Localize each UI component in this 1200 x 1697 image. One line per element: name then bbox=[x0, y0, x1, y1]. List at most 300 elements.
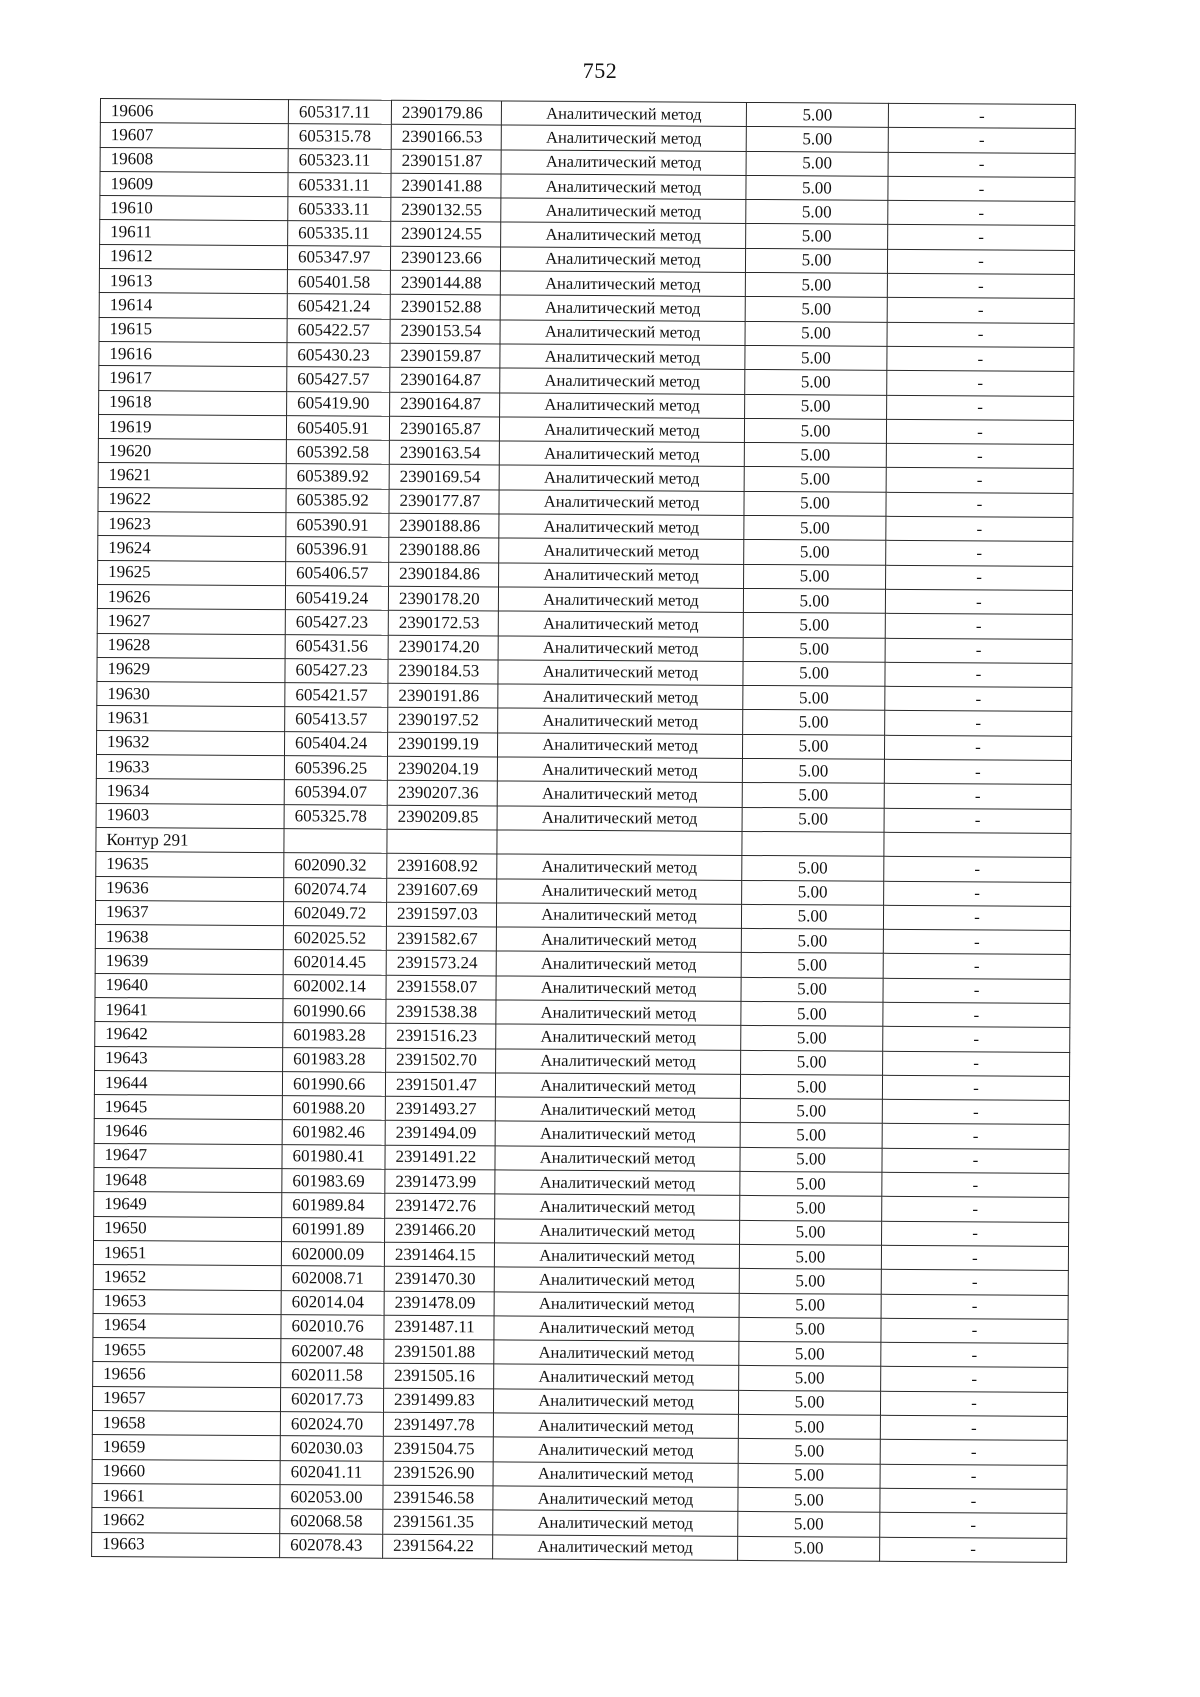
note-cell: - bbox=[883, 954, 1070, 979]
method-cell: Аналитический метод bbox=[494, 1267, 739, 1293]
x-coordinate-cell: 602090.32 bbox=[284, 853, 387, 878]
y-coordinate-cell: 2391466.20 bbox=[385, 1218, 495, 1243]
point-id-cell: 19651 bbox=[93, 1240, 281, 1265]
y-coordinate-cell: 2390172.53 bbox=[388, 611, 498, 636]
x-coordinate-cell: 605427.57 bbox=[287, 367, 390, 392]
method-cell: Аналитический метод bbox=[498, 660, 743, 686]
x-coordinate-cell: 605347.97 bbox=[287, 245, 390, 270]
error-cell: 5.00 bbox=[739, 1342, 881, 1367]
method-cell: Аналитический метод bbox=[497, 781, 742, 807]
error-cell: 5.00 bbox=[742, 856, 884, 881]
note-cell: - bbox=[882, 1221, 1069, 1246]
y-coordinate-cell: 2390151.87 bbox=[391, 149, 501, 174]
x-coordinate-cell: 605331.11 bbox=[288, 173, 391, 198]
point-id-cell: 19648 bbox=[94, 1168, 282, 1193]
method-cell: Аналитический метод bbox=[496, 903, 741, 929]
note-cell: - bbox=[882, 1075, 1069, 1100]
y-coordinate-cell: 2390124.55 bbox=[391, 222, 501, 247]
method-cell: Аналитический метод bbox=[500, 271, 745, 297]
error-cell: 5.00 bbox=[743, 686, 885, 711]
x-coordinate-cell: 602068.58 bbox=[280, 1509, 383, 1534]
method-cell: Аналитический метод bbox=[496, 1049, 741, 1075]
y-coordinate-cell: 2391494.09 bbox=[385, 1121, 495, 1146]
error-cell: 5.00 bbox=[743, 661, 885, 686]
point-id-cell: 19637 bbox=[95, 900, 283, 925]
method-cell: Аналитический метод bbox=[493, 1462, 738, 1488]
point-id-cell: 19656 bbox=[93, 1362, 281, 1387]
y-coordinate-cell: 2390166.53 bbox=[391, 125, 501, 150]
error-cell: 5.00 bbox=[741, 904, 883, 929]
empty-cell bbox=[884, 832, 1071, 857]
table-row bbox=[92, 1532, 1067, 1562]
note-cell: - bbox=[882, 1099, 1069, 1124]
point-id-cell: 19612 bbox=[99, 244, 287, 269]
method-cell: Аналитический метод bbox=[494, 1291, 739, 1317]
error-cell: 5.00 bbox=[743, 613, 885, 638]
x-coordinate-cell: 605421.57 bbox=[285, 683, 388, 708]
note-cell: - bbox=[880, 1415, 1067, 1440]
point-id-cell: 19649 bbox=[94, 1192, 282, 1217]
y-coordinate-cell: 2391505.16 bbox=[384, 1364, 494, 1389]
point-id-cell: 19652 bbox=[93, 1265, 281, 1290]
point-id-cell: 19607 bbox=[100, 123, 288, 148]
y-coordinate-cell: 2391597.03 bbox=[386, 902, 496, 927]
method-cell: Аналитический метод bbox=[499, 514, 744, 540]
error-cell: 5.00 bbox=[745, 248, 887, 273]
y-coordinate-cell: 2391493.27 bbox=[385, 1096, 495, 1121]
x-coordinate-cell: 602002.14 bbox=[283, 974, 386, 999]
x-coordinate-cell: 605325.78 bbox=[284, 804, 387, 829]
point-id-cell: 19646 bbox=[94, 1119, 282, 1144]
y-coordinate-cell: 2391608.92 bbox=[387, 853, 497, 878]
note-cell: - bbox=[886, 565, 1073, 590]
y-coordinate-cell: 2391558.07 bbox=[386, 975, 496, 1000]
point-id-cell: 19606 bbox=[100, 99, 288, 124]
note-cell: - bbox=[886, 541, 1073, 566]
y-coordinate-cell: 2391497.78 bbox=[383, 1412, 493, 1437]
point-id-cell: 19611 bbox=[100, 220, 288, 245]
note-cell: - bbox=[885, 662, 1072, 687]
point-id-cell: 19630 bbox=[97, 682, 285, 707]
y-coordinate-cell: 2390153.54 bbox=[390, 319, 500, 344]
method-cell: Аналитический метод bbox=[493, 1389, 738, 1415]
error-cell: 5.00 bbox=[739, 1293, 881, 1318]
x-coordinate-cell: 601980.41 bbox=[282, 1144, 385, 1169]
point-id-cell: 19640 bbox=[95, 973, 283, 998]
y-coordinate-cell: 2391501.88 bbox=[384, 1339, 494, 1364]
note-cell: - bbox=[881, 1367, 1068, 1392]
method-cell: Аналитический метод bbox=[500, 295, 745, 321]
y-coordinate-cell: 2390184.53 bbox=[388, 659, 498, 684]
x-coordinate-cell: 605396.25 bbox=[284, 756, 387, 781]
method-cell: Аналитический метод bbox=[500, 320, 745, 346]
method-cell: Аналитический метод bbox=[494, 1340, 739, 1366]
error-cell: 5.00 bbox=[745, 297, 887, 322]
note-cell: - bbox=[888, 225, 1075, 250]
note-cell: - bbox=[885, 589, 1072, 614]
error-cell: 5.00 bbox=[742, 758, 884, 783]
error-cell: 5.00 bbox=[740, 1123, 882, 1148]
y-coordinate-cell: 2390209.85 bbox=[387, 805, 497, 830]
x-coordinate-cell: 602025.52 bbox=[283, 926, 386, 951]
x-coordinate-cell: 602017.73 bbox=[280, 1387, 383, 1412]
point-id-cell: 19647 bbox=[94, 1143, 282, 1168]
error-cell: 5.00 bbox=[739, 1244, 881, 1269]
point-id-cell: 19660 bbox=[92, 1459, 280, 1484]
x-coordinate-cell: 602011.58 bbox=[281, 1363, 384, 1388]
point-id-cell: 19663 bbox=[92, 1532, 280, 1557]
note-cell: - bbox=[880, 1440, 1067, 1465]
error-cell: 5.00 bbox=[742, 734, 884, 759]
empty-cell bbox=[497, 830, 742, 856]
point-id-cell: 19620 bbox=[98, 439, 286, 464]
x-coordinate-cell: 605430.23 bbox=[287, 343, 390, 368]
note-cell: - bbox=[885, 614, 1072, 639]
y-coordinate-cell: 2391516.23 bbox=[386, 1024, 496, 1049]
method-cell: Аналитический метод bbox=[496, 1000, 741, 1026]
x-coordinate-cell: 605419.24 bbox=[285, 586, 388, 611]
error-cell: 5.00 bbox=[739, 1269, 881, 1294]
method-cell: Аналитический метод bbox=[497, 854, 742, 880]
x-coordinate-cell: 605389.92 bbox=[286, 464, 389, 489]
y-coordinate-cell: 2390163.54 bbox=[389, 440, 499, 465]
x-coordinate-cell: 601983.69 bbox=[282, 1169, 385, 1194]
y-coordinate-cell: 2391470.30 bbox=[384, 1267, 494, 1292]
point-id-cell: 19631 bbox=[97, 706, 285, 731]
note-cell: - bbox=[886, 443, 1073, 468]
coordinates-table-body bbox=[92, 99, 1076, 1563]
y-coordinate-cell: 2391499.83 bbox=[383, 1388, 493, 1413]
x-coordinate-cell: 605427.23 bbox=[285, 610, 388, 635]
point-id-cell: 19632 bbox=[96, 730, 284, 755]
error-cell: 5.00 bbox=[745, 345, 887, 370]
x-coordinate-cell: 605333.11 bbox=[288, 197, 391, 222]
note-cell: - bbox=[885, 638, 1072, 663]
point-id-cell: 19636 bbox=[96, 876, 284, 901]
note-cell: - bbox=[887, 249, 1074, 274]
point-id-cell: 19657 bbox=[92, 1386, 280, 1411]
x-coordinate-cell: 605335.11 bbox=[288, 221, 391, 246]
coordinates-sheet bbox=[91, 98, 1075, 1563]
x-coordinate-cell: 602053.00 bbox=[280, 1485, 383, 1510]
error-cell: 5.00 bbox=[746, 224, 888, 249]
error-cell: 5.00 bbox=[745, 394, 887, 419]
note-cell: - bbox=[884, 759, 1071, 784]
empty-cell bbox=[284, 829, 387, 854]
note-cell: - bbox=[883, 905, 1070, 930]
method-cell: Аналитический метод bbox=[494, 1243, 739, 1269]
x-coordinate-cell: 605401.58 bbox=[287, 270, 390, 295]
error-cell: 5.00 bbox=[744, 515, 886, 540]
y-coordinate-cell: 2390132.55 bbox=[391, 197, 501, 222]
note-cell: - bbox=[884, 881, 1071, 906]
point-id-cell: 19608 bbox=[100, 147, 288, 172]
point-id-cell: 19658 bbox=[92, 1411, 280, 1436]
method-cell: Аналитический метод bbox=[496, 976, 741, 1002]
x-coordinate-cell: 602049.72 bbox=[283, 901, 386, 926]
point-id-cell: 19625 bbox=[98, 560, 286, 585]
method-cell: Аналитический метод bbox=[493, 1437, 738, 1463]
note-cell: - bbox=[886, 468, 1073, 493]
error-cell: 5.00 bbox=[741, 1050, 883, 1075]
note-cell: - bbox=[885, 686, 1072, 711]
y-coordinate-cell: 2391504.75 bbox=[383, 1437, 493, 1462]
error-cell: 5.00 bbox=[745, 321, 887, 346]
x-coordinate-cell: 602007.48 bbox=[281, 1339, 384, 1364]
y-coordinate-cell: 2390204.19 bbox=[387, 756, 497, 781]
error-cell: 5.00 bbox=[738, 1414, 880, 1439]
note-cell: - bbox=[882, 1124, 1069, 1149]
point-id-cell: 19616 bbox=[99, 341, 287, 366]
x-coordinate-cell: 605392.58 bbox=[286, 440, 389, 465]
point-id-cell: 19619 bbox=[98, 414, 286, 439]
x-coordinate-cell: 602041.11 bbox=[280, 1460, 383, 1485]
method-cell: Аналитический метод bbox=[499, 490, 744, 516]
method-cell: Аналитический метод bbox=[501, 101, 746, 127]
x-coordinate-cell: 602010.76 bbox=[281, 1314, 384, 1339]
x-coordinate-cell: 605394.07 bbox=[284, 780, 387, 805]
note-cell: - bbox=[880, 1391, 1067, 1416]
point-id-cell: 19639 bbox=[95, 949, 283, 974]
error-cell: 5.00 bbox=[740, 1171, 882, 1196]
point-id-cell: 19610 bbox=[100, 196, 288, 221]
error-cell: 5.00 bbox=[738, 1512, 880, 1537]
y-coordinate-cell: 2391538.38 bbox=[386, 999, 496, 1024]
y-coordinate-cell: 2390159.87 bbox=[390, 343, 500, 368]
x-coordinate-cell: 602000.09 bbox=[281, 1242, 384, 1267]
method-cell: Аналитический метод bbox=[496, 951, 741, 977]
point-id-cell: 19603 bbox=[96, 803, 284, 828]
point-id-cell: 19628 bbox=[97, 633, 285, 658]
note-cell: - bbox=[884, 735, 1071, 760]
point-id-cell: 19623 bbox=[98, 512, 286, 537]
note-cell: - bbox=[882, 1172, 1069, 1197]
note-cell: - bbox=[885, 711, 1072, 736]
method-cell: Аналитический метод bbox=[498, 708, 743, 734]
page-number: 752 bbox=[582, 58, 618, 83]
error-cell: 5.00 bbox=[743, 710, 885, 735]
x-coordinate-cell: 602078.43 bbox=[280, 1533, 383, 1558]
x-coordinate-cell: 605406.57 bbox=[286, 561, 389, 586]
point-id-cell: 19659 bbox=[92, 1435, 280, 1460]
error-cell: 5.00 bbox=[745, 273, 887, 298]
error-cell: 5.00 bbox=[746, 175, 888, 200]
y-coordinate-cell: 2390207.36 bbox=[387, 781, 497, 806]
point-id-cell: 19638 bbox=[95, 925, 283, 950]
point-id-cell: 19643 bbox=[95, 1046, 283, 1071]
error-cell: 5.00 bbox=[742, 783, 884, 808]
y-coordinate-cell: 2390169.54 bbox=[389, 465, 499, 490]
method-cell: Аналитический метод bbox=[493, 1534, 738, 1560]
x-coordinate-cell: 602074.74 bbox=[284, 877, 387, 902]
method-cell: Аналитический метод bbox=[496, 927, 741, 953]
y-coordinate-cell: 2390165.87 bbox=[389, 416, 499, 441]
method-cell: Аналитический метод bbox=[495, 1146, 740, 1172]
x-coordinate-cell: 601990.66 bbox=[283, 999, 386, 1024]
y-coordinate-cell: 2390178.20 bbox=[388, 586, 498, 611]
point-id-cell: 19618 bbox=[99, 390, 287, 415]
y-coordinate-cell: 2390164.87 bbox=[390, 368, 500, 393]
empty-cell bbox=[387, 829, 497, 854]
note-cell: - bbox=[880, 1537, 1067, 1562]
point-id-cell: 19654 bbox=[93, 1313, 281, 1338]
error-cell: 5.00 bbox=[738, 1463, 880, 1488]
empty-cell bbox=[742, 831, 884, 856]
method-cell: Аналитический метод bbox=[501, 174, 746, 200]
x-coordinate-cell: 605323.11 bbox=[288, 148, 391, 173]
point-id-cell: 19644 bbox=[94, 1070, 282, 1095]
y-coordinate-cell: 2391546.58 bbox=[383, 1485, 493, 1510]
y-coordinate-cell: 2391561.35 bbox=[383, 1509, 493, 1534]
x-coordinate-cell: 601982.46 bbox=[282, 1120, 385, 1145]
note-cell: - bbox=[883, 929, 1070, 954]
method-cell: Аналитический метод bbox=[495, 1194, 740, 1220]
note-cell: - bbox=[881, 1342, 1068, 1367]
y-coordinate-cell: 2391573.24 bbox=[386, 951, 496, 976]
note-cell: - bbox=[884, 857, 1071, 882]
point-id-cell: 19614 bbox=[99, 293, 287, 318]
point-id-cell: 19645 bbox=[94, 1095, 282, 1120]
method-cell: Аналитический метод bbox=[497, 733, 742, 759]
y-coordinate-cell: 2391478.09 bbox=[384, 1291, 494, 1316]
note-cell: - bbox=[881, 1318, 1068, 1343]
coordinates-table bbox=[91, 98, 1076, 1563]
point-id-cell: 19622 bbox=[98, 487, 286, 512]
method-cell: Аналитический метод bbox=[494, 1364, 739, 1390]
point-id-cell: 19617 bbox=[99, 366, 287, 391]
x-coordinate-cell: 602024.70 bbox=[280, 1412, 383, 1437]
error-cell: 5.00 bbox=[745, 370, 887, 395]
x-coordinate-cell: 605405.91 bbox=[286, 416, 389, 441]
note-cell: - bbox=[886, 516, 1073, 541]
note-cell: - bbox=[887, 273, 1074, 298]
error-cell: 5.00 bbox=[740, 1196, 882, 1221]
method-cell: Аналитический метод bbox=[499, 465, 744, 491]
y-coordinate-cell: 2390152.88 bbox=[390, 295, 500, 320]
note-cell: - bbox=[883, 1051, 1070, 1076]
note-cell: - bbox=[880, 1513, 1067, 1538]
note-cell: - bbox=[888, 103, 1075, 128]
y-coordinate-cell: 2390177.87 bbox=[389, 489, 499, 514]
error-cell: 5.00 bbox=[744, 443, 886, 468]
method-cell: Аналитический метод bbox=[497, 878, 742, 904]
point-id-cell: 19633 bbox=[96, 755, 284, 780]
x-coordinate-cell: 605390.91 bbox=[286, 513, 389, 538]
point-id-cell: 19635 bbox=[96, 852, 284, 877]
note-cell: - bbox=[883, 1027, 1070, 1052]
error-cell: 5.00 bbox=[744, 491, 886, 516]
x-coordinate-cell: 601983.28 bbox=[283, 1047, 386, 1072]
method-cell: Аналитический метод bbox=[495, 1121, 740, 1147]
method-cell: Аналитический метод bbox=[500, 344, 745, 370]
note-cell: - bbox=[887, 298, 1074, 323]
method-cell: Аналитический метод bbox=[497, 757, 742, 783]
error-cell: 5.00 bbox=[743, 588, 885, 613]
method-cell: Аналитический метод bbox=[500, 247, 745, 273]
y-coordinate-cell: 2391526.90 bbox=[383, 1461, 493, 1486]
y-coordinate-cell: 2390164.87 bbox=[390, 392, 500, 417]
note-cell: - bbox=[882, 1148, 1069, 1173]
point-id-cell: 19650 bbox=[94, 1216, 282, 1241]
note-cell: - bbox=[888, 176, 1075, 201]
point-id-cell: 19609 bbox=[100, 171, 288, 196]
y-coordinate-cell: 2391473.99 bbox=[385, 1169, 495, 1194]
method-cell: Аналитический метод bbox=[499, 563, 744, 589]
y-coordinate-cell: 2390188.86 bbox=[389, 513, 499, 538]
note-cell: - bbox=[881, 1294, 1068, 1319]
point-id-cell: 19627 bbox=[97, 609, 285, 634]
x-coordinate-cell: 601989.84 bbox=[282, 1193, 385, 1218]
note-cell: - bbox=[880, 1464, 1067, 1489]
y-coordinate-cell: 2390191.86 bbox=[388, 683, 498, 708]
method-cell: Аналитический метод bbox=[497, 806, 742, 832]
x-coordinate-cell: 605419.90 bbox=[287, 391, 390, 416]
x-coordinate-cell: 602008.71 bbox=[281, 1266, 384, 1291]
method-cell: Аналитический метод bbox=[493, 1510, 738, 1536]
y-coordinate-cell: 2390184.86 bbox=[389, 562, 499, 587]
error-cell: 5.00 bbox=[746, 102, 888, 127]
note-cell: - bbox=[880, 1488, 1067, 1513]
note-cell: - bbox=[883, 1002, 1070, 1027]
x-coordinate-cell: 601990.66 bbox=[282, 1072, 385, 1097]
method-cell: Аналитический метод bbox=[498, 635, 743, 661]
error-cell: 5.00 bbox=[744, 467, 886, 492]
y-coordinate-cell: 2391564.22 bbox=[383, 1534, 493, 1559]
error-cell: 5.00 bbox=[746, 200, 888, 225]
point-id-cell: 19634 bbox=[96, 779, 284, 804]
method-cell: Аналитический метод bbox=[498, 611, 743, 637]
method-cell: Аналитический метод bbox=[499, 441, 744, 467]
error-cell: 5.00 bbox=[746, 151, 888, 176]
error-cell: 5.00 bbox=[740, 1147, 882, 1172]
point-id-cell: 19626 bbox=[97, 584, 285, 609]
y-coordinate-cell: 2390123.66 bbox=[390, 246, 500, 271]
x-coordinate-cell: 602014.45 bbox=[283, 950, 386, 975]
x-coordinate-cell: 605431.56 bbox=[285, 634, 388, 659]
note-cell: - bbox=[886, 492, 1073, 517]
error-cell: 5.00 bbox=[739, 1317, 881, 1342]
error-cell: 5.00 bbox=[741, 1001, 883, 1026]
point-id-cell: 19642 bbox=[95, 1022, 283, 1047]
error-cell: 5.00 bbox=[738, 1390, 880, 1415]
error-cell: 5.00 bbox=[738, 1487, 880, 1512]
y-coordinate-cell: 2391491.22 bbox=[385, 1145, 495, 1170]
note-cell: - bbox=[888, 201, 1075, 226]
note-cell: - bbox=[887, 371, 1074, 396]
error-cell: 5.00 bbox=[742, 880, 884, 905]
point-id-cell: 19615 bbox=[99, 317, 287, 342]
y-coordinate-cell: 2391501.47 bbox=[385, 1072, 495, 1097]
y-coordinate-cell: 2390144.88 bbox=[390, 270, 500, 295]
error-cell: 5.00 bbox=[743, 637, 885, 662]
y-coordinate-cell: 2390174.20 bbox=[388, 635, 498, 660]
method-cell: Аналитический метод bbox=[499, 417, 744, 443]
note-cell: - bbox=[886, 419, 1073, 444]
method-cell: Аналитический метод bbox=[499, 538, 744, 564]
note-cell: - bbox=[881, 1270, 1068, 1295]
point-id-cell: 19662 bbox=[92, 1508, 280, 1533]
y-coordinate-cell: 2390188.86 bbox=[389, 538, 499, 563]
contour-label: Контур 291 bbox=[96, 827, 284, 852]
point-id-cell: 19613 bbox=[99, 269, 287, 294]
x-coordinate-cell: 605427.23 bbox=[285, 658, 388, 683]
x-coordinate-cell: 605422.57 bbox=[287, 318, 390, 343]
x-coordinate-cell: 605404.24 bbox=[284, 731, 387, 756]
error-cell: 5.00 bbox=[744, 540, 886, 565]
method-cell: Аналитический метод bbox=[498, 684, 743, 710]
note-cell: - bbox=[888, 152, 1075, 177]
method-cell: Аналитический метод bbox=[501, 222, 746, 248]
